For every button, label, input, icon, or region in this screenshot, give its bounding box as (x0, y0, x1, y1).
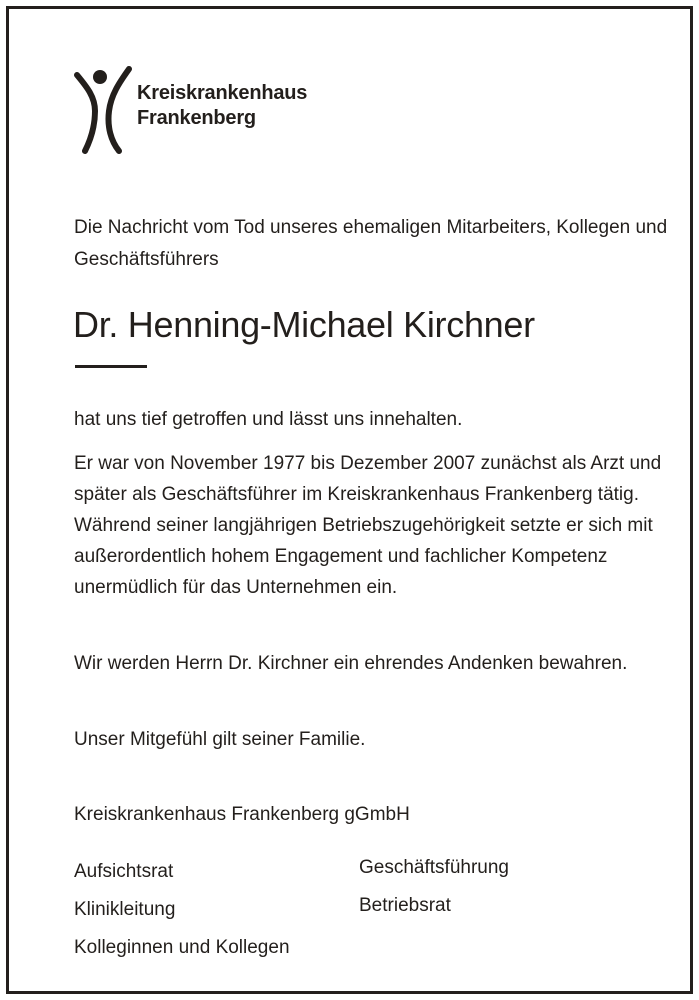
deceased-name: Dr. Henning-Michael Kirchner (73, 304, 535, 345)
logo-line-2: Frankenberg (137, 107, 256, 129)
signatory: Geschäftsführung (359, 857, 509, 878)
signatory: Aufsichtsrat (74, 861, 174, 882)
signatory: Klinikleitung (74, 899, 176, 920)
logo-line-1: Kreiskrankenhaus (137, 82, 308, 104)
signatory: Betriebsrat (359, 895, 451, 916)
obituary-card (6, 6, 693, 994)
signer-organization: Kreiskrankenhaus Frankenberg gGmbH (74, 804, 410, 825)
intro-text: Die Nachricht vom Tod unseres ehemaligen Mitarbeiters, Kollegen und Geschäftsführers (74, 217, 668, 270)
paragraph-2: Er war von November 1977 bis Dezember 2007 zunächst als Arzt und später als Geschäftsführer im Kreiskrankenhaus Frankenberg tätig. Während seiner langjährigen Betriebszugehörigkeit setzte er sich mit außerordentlich hohem Engagement und fachlicher Kompetenz unermüdlich für das Unternehmen ein. (74, 453, 662, 598)
signatory: Kolleginnen und Kollegen (74, 937, 290, 958)
signatories-right (359, 849, 509, 925)
paragraph-4: Unser Mitgefühl gilt seiner Familie. (74, 729, 366, 750)
signatories-left (74, 853, 290, 967)
logo-wordmark (137, 81, 307, 131)
paragraph-1: hat uns tief getroffen und lässt uns innehalten. (74, 409, 463, 430)
hospital-logo (73, 63, 333, 155)
divider-rule (75, 365, 147, 368)
person-figure-icon (73, 63, 133, 155)
paragraph-3: Wir werden Herrn Dr. Kirchner ein ehrendes Andenken bewahren. (74, 653, 628, 674)
